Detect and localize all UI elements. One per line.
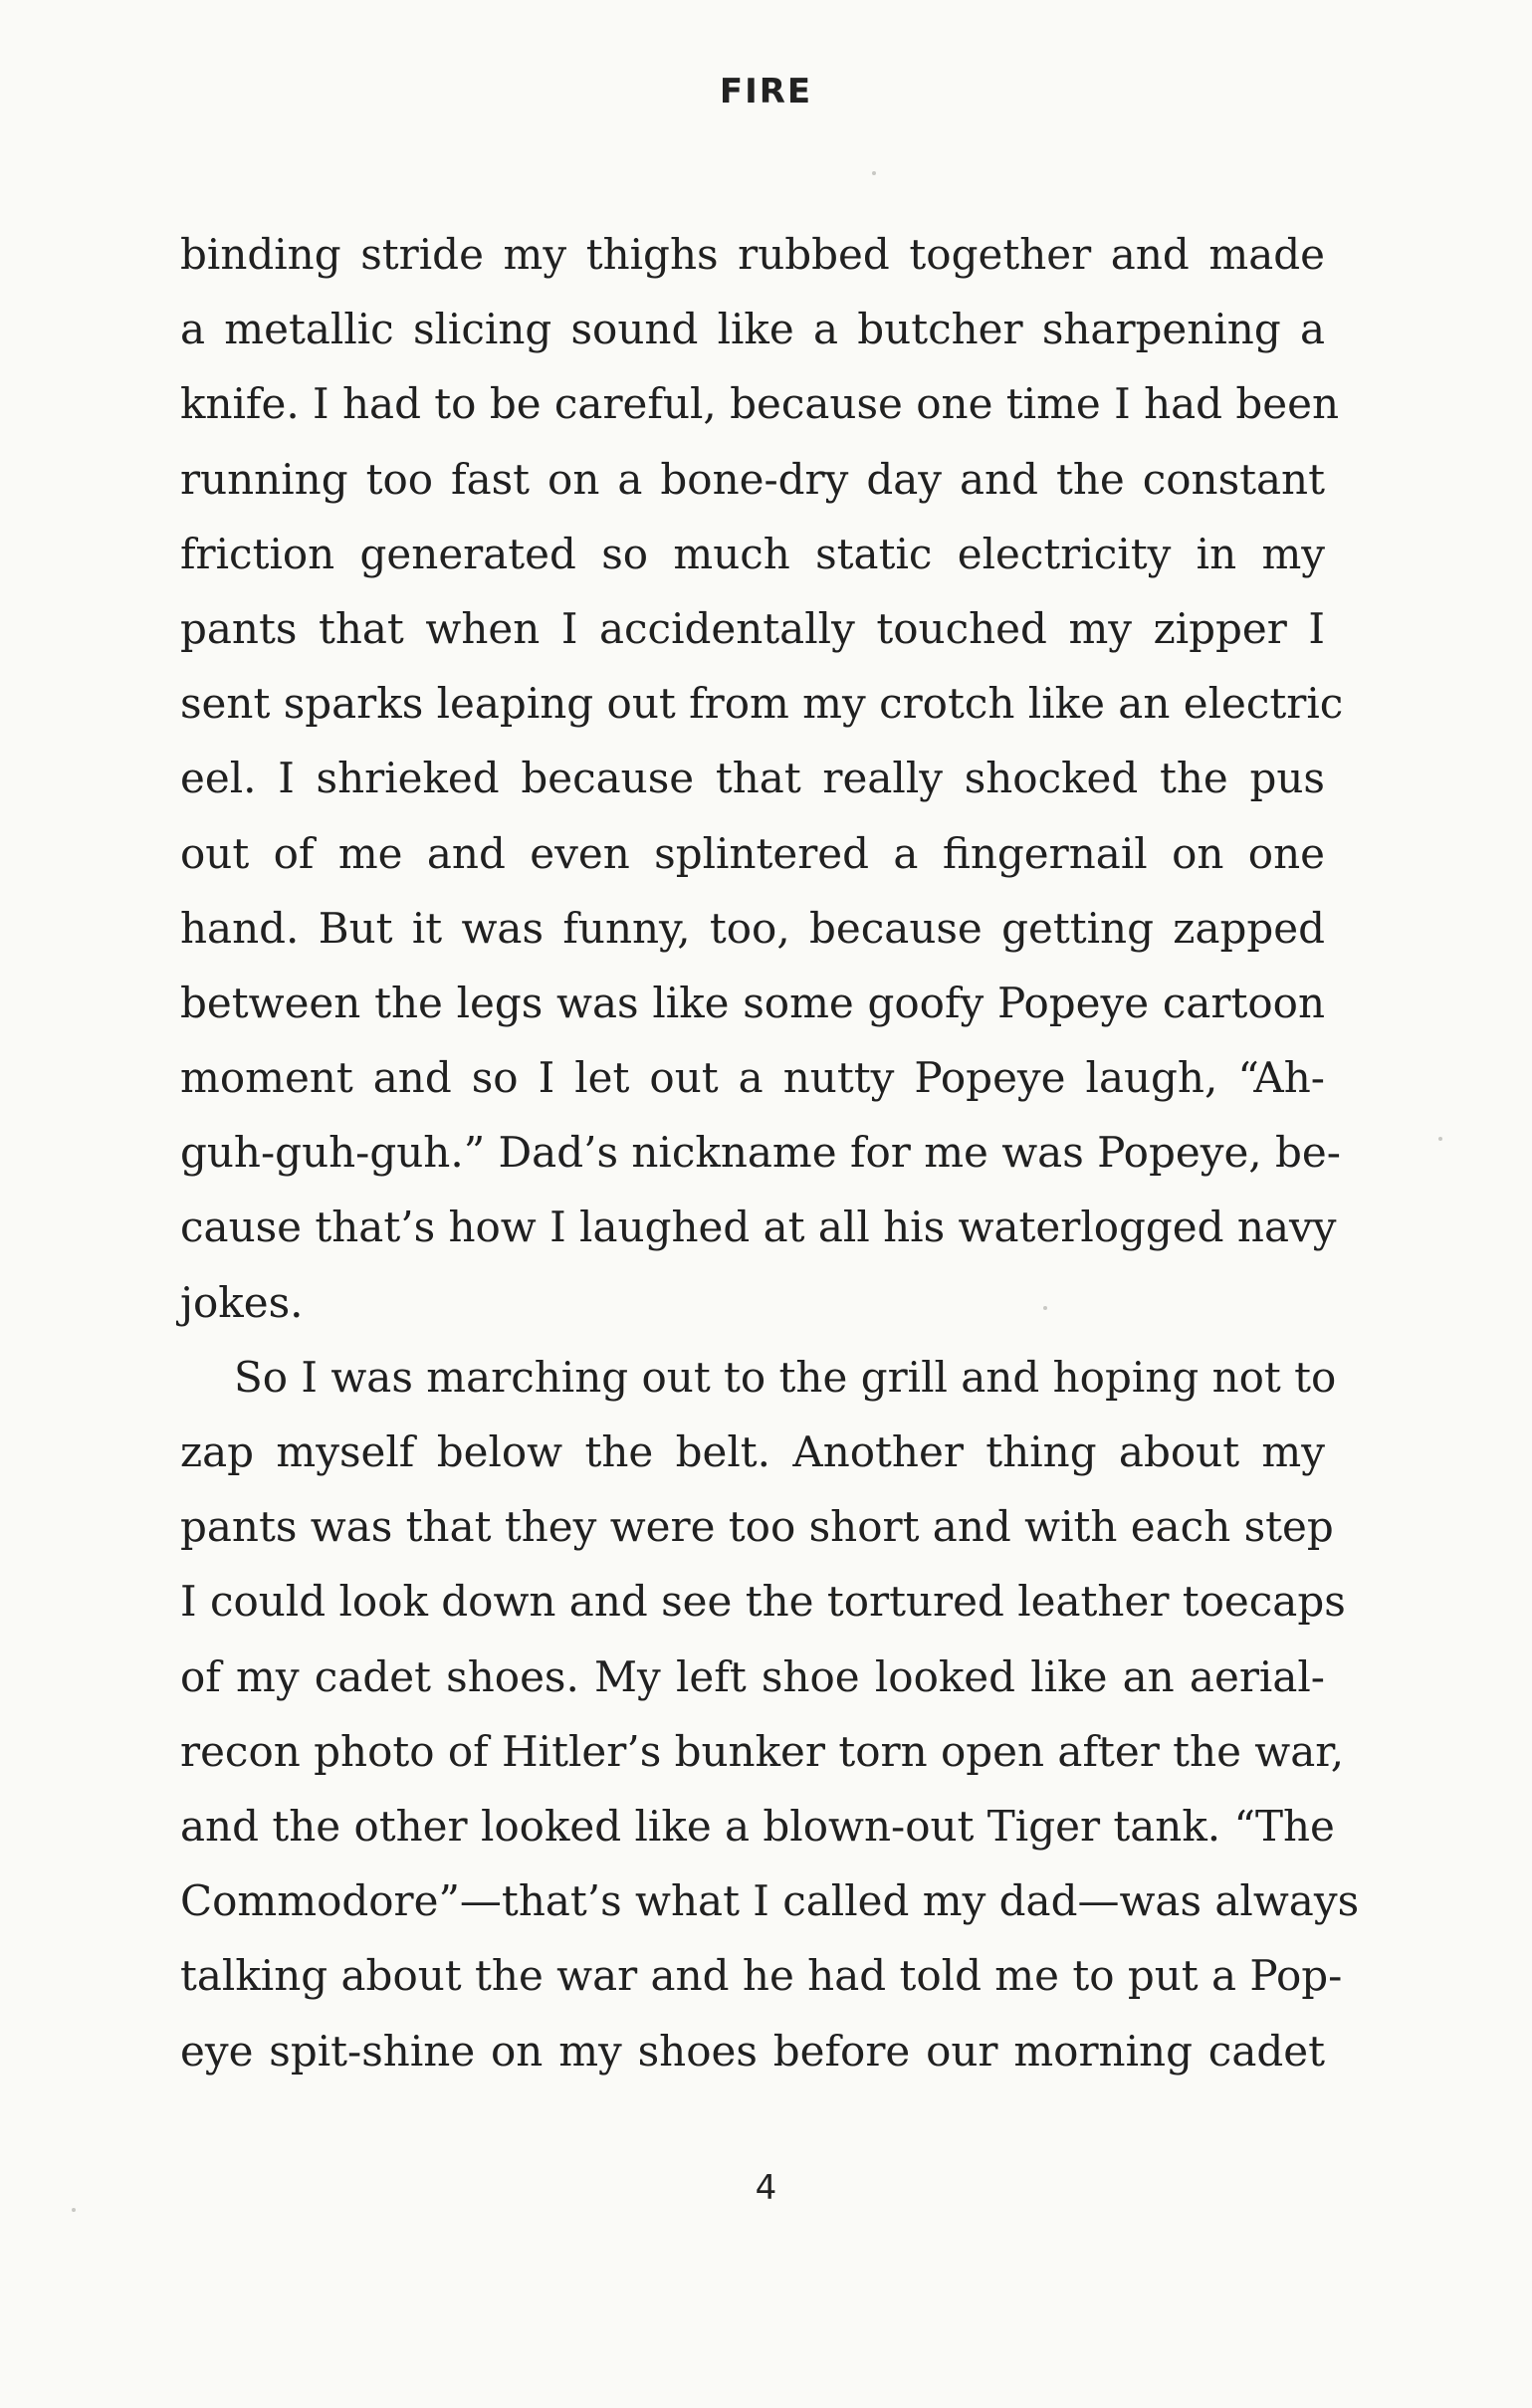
text-line: eye spit-shine on my shoes before our morning cadet [180,2026,1325,2076]
running-head: FIRE [719,72,813,111]
text-line: zap myself below the belt. Another thing about my [180,1427,1325,1476]
text-line: binding stride my thighs rubbed together and made [180,230,1325,279]
text-line: pants was that they were too short and with each step [180,1502,1334,1552]
text-line: a metallic slicing sound like a butcher sharpening a [180,305,1325,354]
text-line: of my cadet shoes. My left shoe looked like an aerial- [180,1651,1325,1701]
text-line: I could look down and see the tortured leather toecaps [180,1577,1346,1627]
text-line: talking about the war and he had told me to put a Pop- [180,1951,1343,2001]
text-line: eel. I shrieked because that really shocked the pus [180,754,1325,803]
page-number: 4 [755,2168,777,2208]
text-line: cause that’s how I laughed at all his waterlogged navy [180,1203,1337,1252]
text-line: Commodore”—that’s what I called my dad—was always [180,1876,1360,1926]
paper-speck [1043,1306,1047,1310]
text-line: knife. I had to be careful, because one time I had been [180,379,1340,429]
body-text [180,217,1360,2088]
text-line: pants that when I accidentally touched my zipper I [180,603,1325,653]
text-line: out of me and even splintered a fingernail on one [180,828,1325,878]
text-line: moment and so I let out a nutty Popeye laugh, “Ah- [180,1053,1325,1103]
text-line: between the legs was like some goofy Popeye cartoon [180,978,1325,1027]
text-line: sent sparks leaping out from my crotch like an electric [180,679,1344,729]
paper-speck [872,171,876,175]
text-line: recon photo of Hitler’s bunker torn open after the war, [180,1726,1345,1776]
text-line: jokes. [180,1277,304,1327]
text-line: and the other looked like a blown-out Tiger tank. “The [180,1801,1335,1851]
text-line: guh-guh-guh.” Dad’s nickname for me was Popeye, be- [180,1128,1341,1178]
text-line: friction generated so much static electricity in my [180,529,1325,578]
text-line: running too fast on a bone-dry day and the constant [180,454,1325,504]
text-line: hand. But it was funny, too, because getting zapped [180,903,1325,953]
paper-speck [72,2208,76,2212]
text-line: So I was marching out to the grill and hoping not to [234,1352,1337,1402]
paper-speck [1438,1137,1442,1141]
